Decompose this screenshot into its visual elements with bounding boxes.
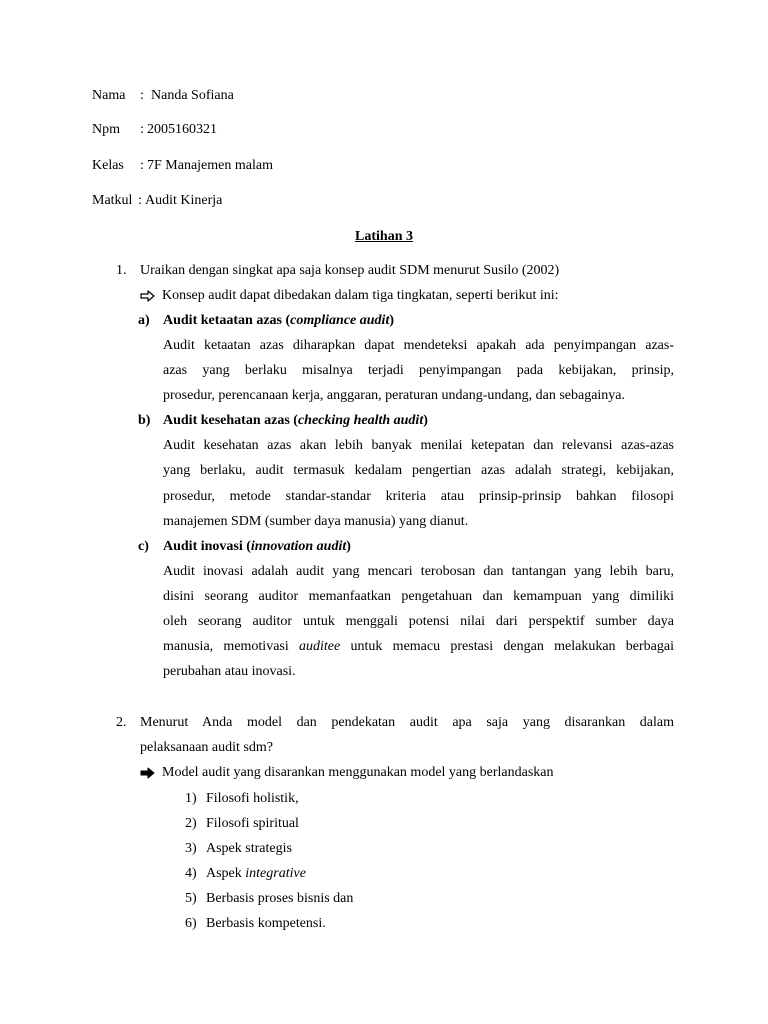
q1-number: 1.	[116, 263, 127, 278]
item-a-heading-end: )	[389, 313, 395, 328]
kelas-colon: :	[140, 158, 144, 173]
q2-list-item: Berbasis kompetensi.	[206, 916, 326, 931]
q2-intro: Model audit yang disarankan menggunakan model yang berlandaskan	[162, 765, 554, 780]
matkul-colon: :	[138, 193, 142, 208]
item-b-line: Audit kesehatan azas akan lebih banyak menilai ketepatan dan relevansi azas-azas	[163, 438, 674, 453]
item-a-line: prosedur, perencanaan kerja, anggaran, peraturan undang-undang, dan sebagainya.	[163, 388, 626, 403]
item-b-marker: b)	[138, 413, 151, 428]
item-c-heading	[163, 537, 351, 557]
item-c-line: oleh seorang auditor untuk menggali potensi nilai dari perspektif sumber daya	[163, 614, 674, 629]
item-a-line: Audit ketaatan azas diharapkan dapat mendeteksi apakah ada penyimpangan azas-	[163, 338, 674, 353]
item-c-marker: c)	[138, 539, 149, 554]
item-c-line4-post: untuk memacu prestasi dengan melakukan berbagai	[340, 639, 674, 654]
item-c-line4-pre: manusia, memotivasi	[163, 639, 300, 654]
item-c-line: perubahan atau inovasi.	[163, 664, 296, 679]
matkul-label: Matkul	[92, 193, 133, 208]
item-b-line: prosedur, metode standar-standar kriteria atau prinsip-prinsip bahkan filosopi	[163, 489, 674, 504]
q2-list-item-italic: integrative	[245, 866, 306, 881]
nama-colon: :	[140, 88, 144, 103]
q2-number: 2.	[116, 715, 127, 730]
q2-list-item: Filosofi holistik,	[206, 791, 299, 806]
item-c-line: Audit inovasi adalah audit yang mencari terobosan dan tantangan yang lebih baru,	[163, 564, 674, 579]
item-c-line: disini seorang auditor memanfaatkan pengetahuan dan kemampuan yang dimiliki	[163, 589, 674, 604]
header-npm	[92, 120, 392, 140]
page-title: Latihan 3	[355, 229, 413, 244]
q1-intro: Konsep audit dapat dibedakan dalam tiga tingkatan, seperti berikut ini:	[162, 288, 559, 303]
q2-question-line: Menurut Anda model dan pendekatan audit apa saja yang disarankan dalam	[140, 715, 674, 730]
item-c-line4-italic: auditee	[299, 639, 341, 654]
q2-list-item: Aspek strategis	[206, 841, 292, 856]
header-nama	[92, 86, 392, 106]
item-b-line: yang berlaku, audit termasuk kedalam pengertian azas adalah strategi, kebijakan,	[163, 463, 674, 478]
arrow-right-icon	[140, 286, 156, 302]
q2-list-marker: 2)	[185, 816, 197, 831]
item-b-heading	[163, 411, 428, 431]
matkul-value: Audit Kinerja	[145, 193, 223, 208]
kelas-label: Kelas	[92, 158, 124, 173]
q2-question-line: pelaksanaan audit sdm?	[140, 740, 273, 755]
q2-list-marker: 4)	[185, 866, 197, 881]
item-c-heading-text: Audit inovasi (	[163, 539, 251, 554]
nama-value: Nanda Sofiana	[151, 88, 234, 103]
item-b-heading-end: )	[423, 413, 428, 428]
item-a-heading	[163, 311, 394, 331]
npm-value: 2005160321	[147, 122, 217, 137]
q2-list-marker: 6)	[185, 916, 197, 931]
q2-list-item: Berbasis proses bisnis dan	[206, 891, 354, 906]
npm-colon: :	[140, 122, 144, 137]
q2-list-marker: 1)	[185, 791, 197, 806]
header-kelas	[92, 156, 392, 176]
item-b-line: manajemen SDM (sumber daya manusia) yang dianut.	[163, 514, 469, 529]
item-a-marker: a)	[138, 313, 150, 328]
q2-list-marker: 5)	[185, 891, 197, 906]
item-b-heading-italic: checking health audit	[297, 413, 424, 428]
header-matkul	[92, 191, 392, 211]
q2-list-item: Filosofi spiritual	[206, 816, 299, 831]
item-c-heading-italic: innovation audit	[250, 539, 347, 554]
q2-list-item	[206, 864, 306, 884]
item-c-heading-end: )	[346, 539, 351, 554]
q1-question: Uraikan dengan singkat apa saja konsep audit SDM menurut Susilo (2002)	[140, 263, 560, 278]
arrow-right-icon	[140, 763, 156, 779]
q2-list-marker: 3)	[185, 841, 197, 856]
item-c-line	[163, 637, 674, 657]
q2-list-item-text: Aspek	[206, 866, 246, 881]
kelas-value: 7F Manajemen malam	[147, 158, 273, 173]
npm-label: Npm	[92, 122, 120, 137]
nama-label: Nama	[92, 88, 126, 103]
item-a-line: azas yang berlaku misalnya terjadi penyimpangan pada kebijakan, prinsip,	[163, 363, 674, 378]
item-a-heading-italic: compliance audit	[290, 313, 390, 328]
item-b-heading-text: Audit kesehatan azas (	[163, 413, 298, 428]
item-a-heading-text: Audit ketaatan azas (	[163, 313, 291, 328]
